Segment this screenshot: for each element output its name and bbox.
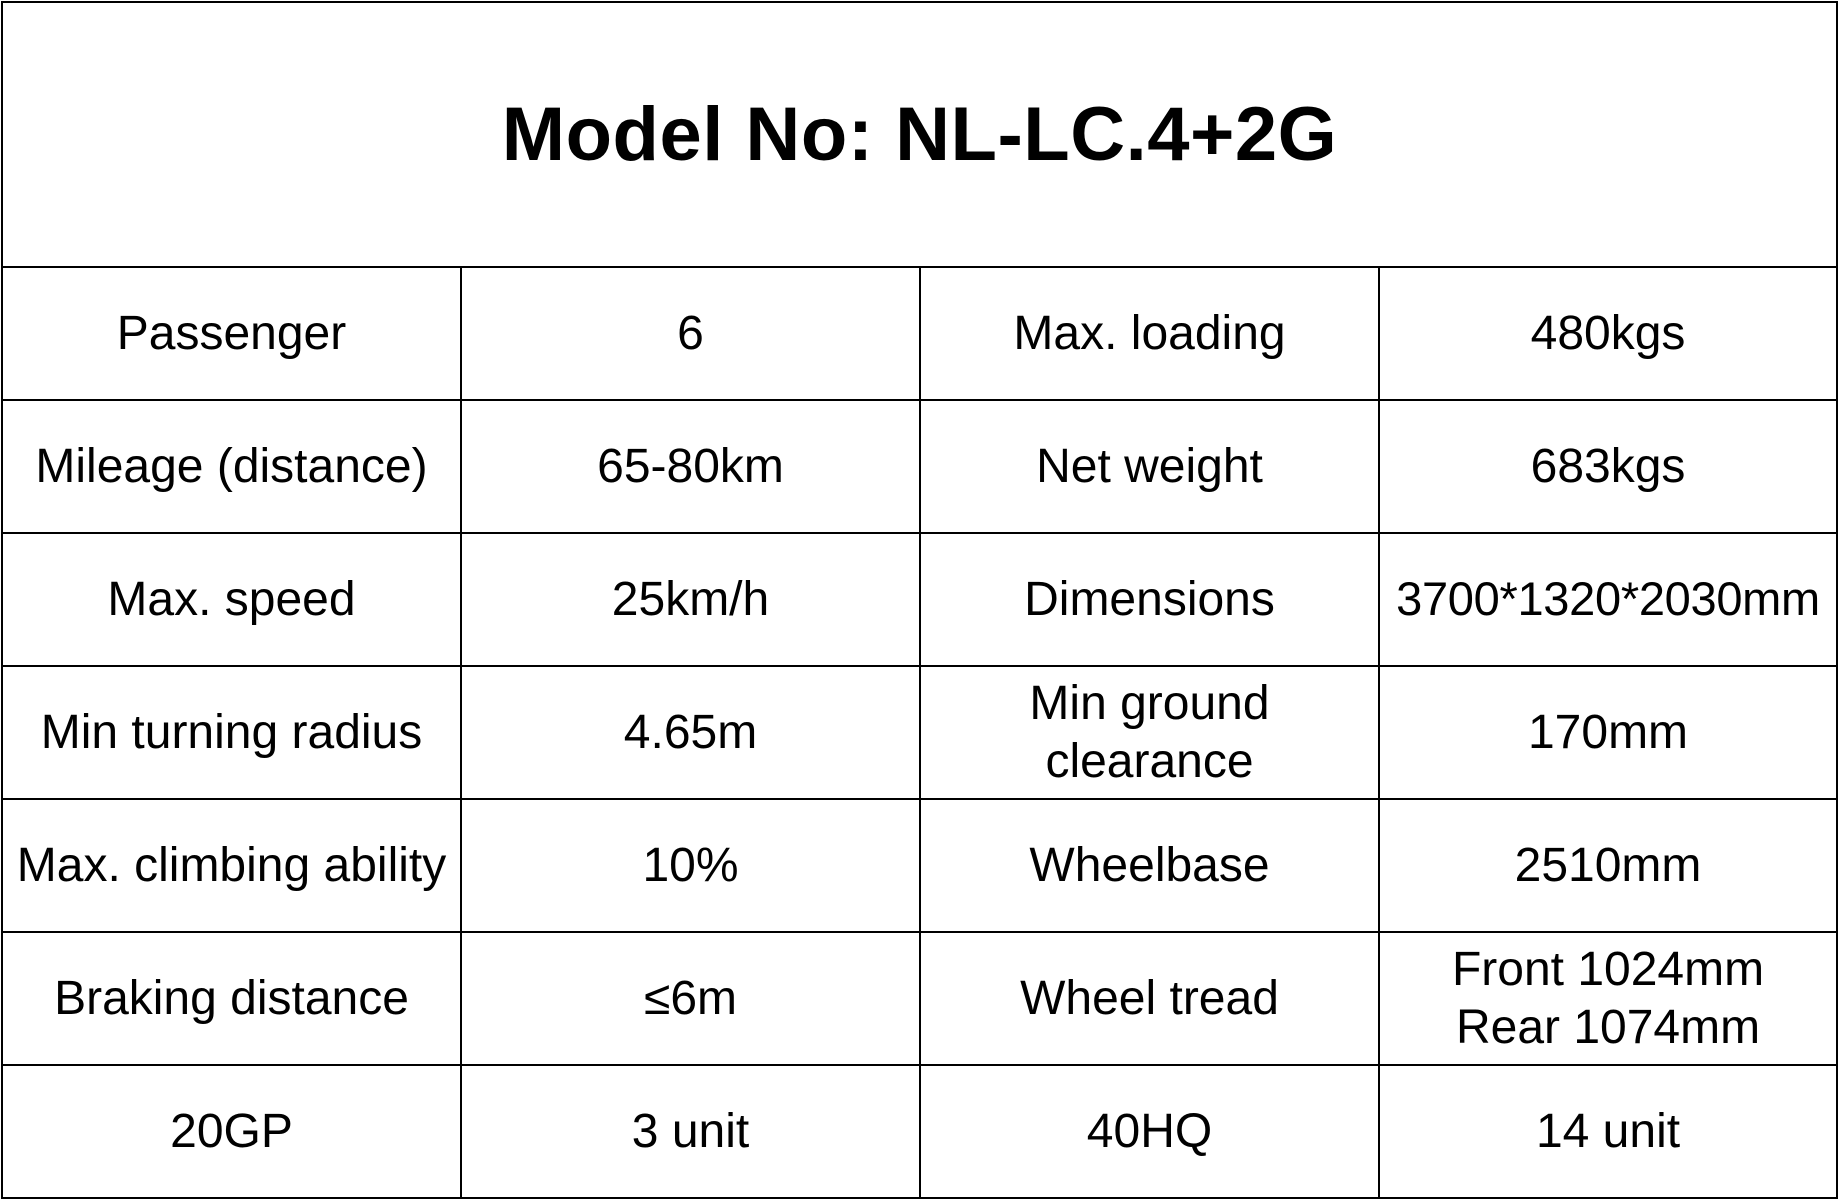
spec-label: Mileage (distance) bbox=[2, 400, 461, 533]
spec-value-multiline bbox=[1379, 932, 1837, 1065]
table-row bbox=[2, 1065, 1837, 1198]
spec-label-line: Min ground bbox=[1029, 676, 1270, 730]
spec-value: 14 unit bbox=[1379, 1065, 1837, 1198]
spec-value-line: Front 1024mm bbox=[1451, 942, 1765, 996]
spec-value: 2510mm bbox=[1379, 799, 1837, 932]
spec-label: Net weight bbox=[920, 400, 1379, 533]
spec-label-line: clearance bbox=[1045, 734, 1254, 788]
spec-label: Passenger bbox=[2, 267, 461, 400]
spec-label: Max. climbing ability bbox=[2, 799, 461, 932]
spec-label: Wheelbase bbox=[920, 799, 1379, 932]
spec-value: 170mm bbox=[1379, 666, 1837, 799]
spec-value: 480kgs bbox=[1379, 267, 1837, 400]
spec-value: 3 unit bbox=[461, 1065, 920, 1198]
spec-value: 683kgs bbox=[1379, 400, 1837, 533]
spec-label: Wheel tread bbox=[920, 932, 1379, 1065]
spec-value: 6 bbox=[461, 267, 920, 400]
spec-label: Min turning radius bbox=[2, 666, 461, 799]
table-row bbox=[2, 932, 1837, 1065]
spec-label-multiline bbox=[920, 666, 1379, 799]
spec-value: 3700*1320*2030mm bbox=[1379, 533, 1837, 666]
spec-value: 10% bbox=[461, 799, 920, 932]
spec-value: ≤6m bbox=[461, 932, 920, 1065]
spec-label: Braking distance bbox=[2, 932, 461, 1065]
spec-value: 65-80km bbox=[461, 400, 920, 533]
table-row bbox=[2, 267, 1837, 400]
spec-label: Dimensions bbox=[920, 533, 1379, 666]
table-row bbox=[2, 533, 1837, 666]
table-row bbox=[2, 666, 1837, 799]
spec-value-line: Rear 1074mm bbox=[1455, 1000, 1761, 1054]
spec-label: Max. speed bbox=[2, 533, 461, 666]
title-row bbox=[2, 2, 1837, 267]
spec-table bbox=[1, 1, 1838, 1199]
spec-value: 4.65m bbox=[461, 666, 920, 799]
table-row bbox=[2, 400, 1837, 533]
spec-value: 25km/h bbox=[461, 533, 920, 666]
spec-label: 40HQ bbox=[920, 1065, 1379, 1198]
model-title: Model No: NL-LC.4+2G bbox=[2, 2, 1837, 267]
spec-label: 20GP bbox=[2, 1065, 461, 1198]
spec-label: Max. loading bbox=[920, 267, 1379, 400]
table-row bbox=[2, 799, 1837, 932]
